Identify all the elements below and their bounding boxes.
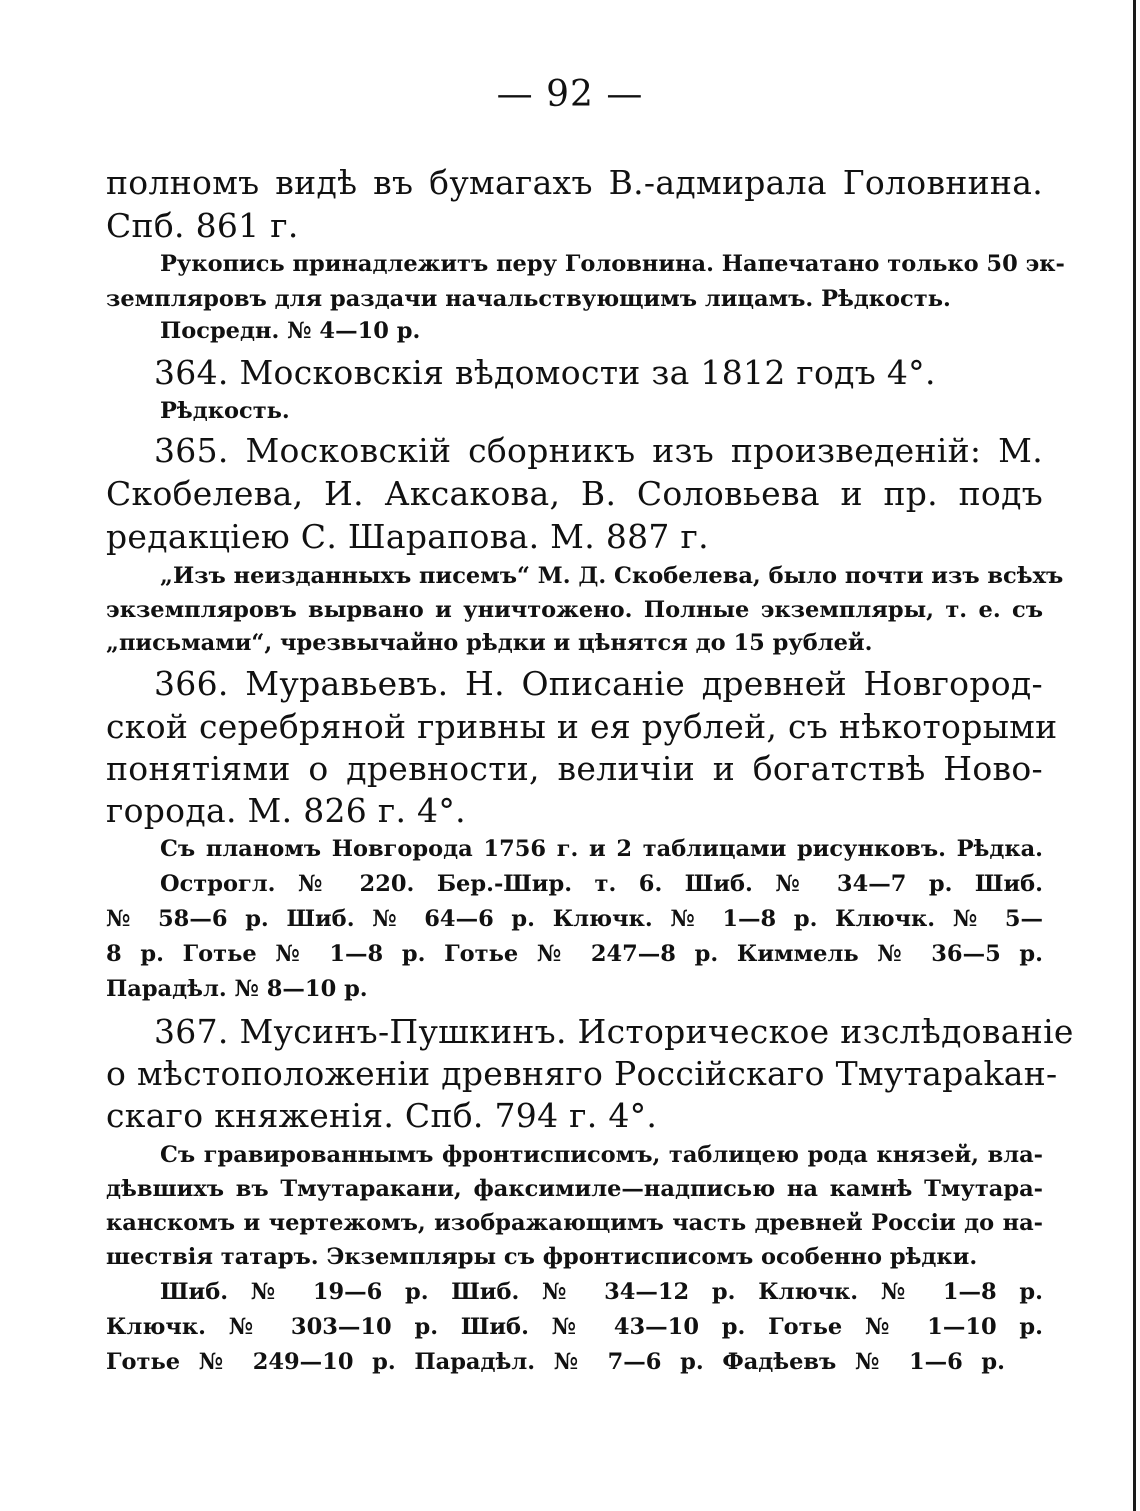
text-line: Спб. 861 г. [106, 206, 299, 245]
text-line: Шиб. № 19—6 р. Шиб. № 34—12 р. Ключк. № 1—8 р. [160, 1279, 1043, 1305]
text-line: Парадѣл. № 8—10 р. [106, 976, 368, 1002]
text-line: Рукопись принадлежитъ перу Головнина. Напечатано только 50 эк- [160, 251, 1065, 277]
text-line: полномъ видѣ въ бумагахъ В.-адмирала Головнина. [106, 163, 1043, 202]
text-line: Посредн. № 4—10 р. [160, 318, 421, 344]
entry-heading-365: 365. Московскій сборникъ изъ произведеній: М. [154, 431, 1043, 470]
text-line: дѣвшихъ въ Тмутаракани, факсимиле—надписью на камнѣ Тмутара- [106, 1176, 1043, 1202]
text-line: „Изъ неизданныхъ писемъ“ М. Д. Скобелева, было почти изъ всѣхъ [160, 563, 1064, 589]
text-line: редакціею С. Шарапова. М. 887 г. [106, 517, 709, 556]
text-line: Съ планомъ Новгорода 1756 г. и 2 таблицами рисунковъ. Рѣдка. [160, 836, 1043, 862]
text-line: Съ гравированнымъ фронтисписомъ, таблицею рода князей, вла- [160, 1142, 1043, 1168]
text-line: скаго княженія. Спб. 794 г. 4°. [106, 1096, 658, 1135]
text-line: Готье № 249—10 р. Парадѣл. № 7—6 р. Фадѣевъ № 1—6 р. [106, 1349, 1005, 1375]
text-line: Ключк. № 303—10 р. Шиб. № 43—10 р. Готье № 1—10 р. [106, 1314, 1043, 1340]
text-line: о мѣстоположеніи древняго Россійскаго Тмутараkан- [106, 1054, 1058, 1093]
text-line: города. М. 826 г. 4°. [106, 791, 466, 830]
text-line: экземпляровъ вырвано и уничтожено. Полные экземпляры, т. е. съ [106, 597, 1043, 623]
text-line: 8 р. Готье № 1—8 р. Готье № 247—8 р. Киммель № 36—5 р. [106, 941, 1043, 967]
text-line: понятіями о древности, величіи и богатствѣ Ново- [106, 749, 1043, 788]
entry-heading-364: 364. Московскія вѣдомости за 1812 годъ 4°. [154, 353, 936, 392]
entry-heading-367: 367. Мусинъ-Пушкинъ. Историческое изслѣдованіе [154, 1012, 1074, 1051]
text-line: Острогл. № 220. Бер.-Шир. т. 6. Шиб. № 34—7 р. Шиб. [160, 871, 1043, 897]
text-line: № 58—6 р. Шиб. № 64—6 р. Ключк. № 1—8 р. Ключк. № 5— [106, 906, 1043, 932]
text-line: Рѣдкость. [160, 398, 290, 424]
text-line: „письмами“, чрезвычайно рѣдки и цѣнятся до 15 рублей. [106, 630, 873, 656]
entry-heading-366: 366. Муравьевъ. Н. Описаніе древней Новгород- [154, 664, 1043, 703]
text-line: ской серебряной гривны и ея рублей, съ нѣкоторыми [106, 707, 1058, 746]
text-line: шествія татаръ. Экземпляры съ фронтисписомъ особенно рѣдки. [106, 1244, 978, 1270]
page-number: — 92 — [496, 74, 644, 115]
page-edge-line [1133, 0, 1136, 1511]
text-line: канскомъ и чертежомъ, изображающимъ часть древней Россіи до на- [106, 1210, 1043, 1236]
text-line: земпляровъ для раздачи начальствующимъ лицамъ. Рѣдкость. [106, 286, 951, 312]
text-line: Скобелева, И. Аксакова, В. Соловьева и пр. подъ [106, 474, 1043, 513]
